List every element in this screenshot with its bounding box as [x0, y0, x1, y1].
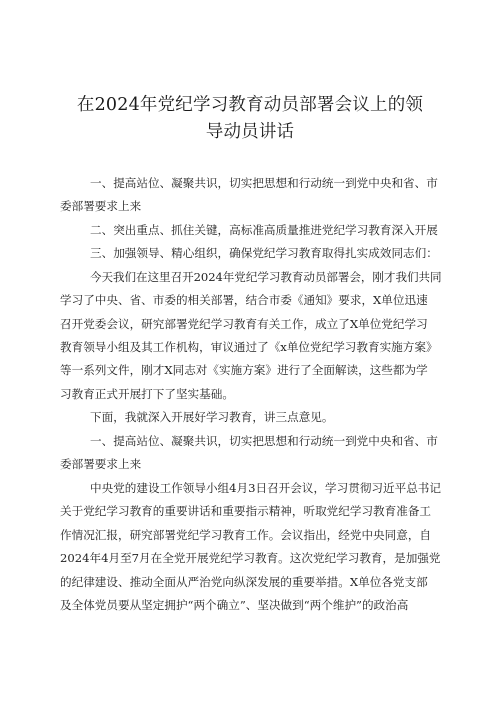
body-line-17: 2024年4月至7月在全党开展党纪学习教育。这次党纪学习教育，是加强党: [60, 551, 441, 565]
body-line-12: 一、提高站位、凝聚共识，切实把思想和行动统一到党中央和省、市: [90, 434, 438, 448]
body-line-15: 关于党纪学习教育的重要讲话和重要指示精神，听取党纪学习教育准备工: [60, 504, 432, 518]
document-title-line-1: 在2024年党纪学习教育动员部署会议上的领: [76, 95, 424, 115]
body-line-9: 等一系列文件，刚才X同志对《实施方案》进行了全面解读，这些都为学: [60, 363, 428, 377]
body-line-5: 今天我们在这里召开2024年党纪学习教育动员部署会，刚才我们共同: [90, 270, 442, 284]
body-line-3: 二、突出重点、抓住关键，高标准高质量推进党纪学习教育深入开展: [90, 223, 438, 237]
body-line-11: 下面，我就深入开展好学习教育，讲三点意见。: [90, 410, 334, 424]
body-line-6: 学习了中央、省、市委的相关部署，结合市委《通知》要求，X单位迅速: [60, 293, 428, 307]
body-line-7: 召开党委会议，研究部署党纪学习教育有关工作，成立了X单位党纪学习: [60, 317, 428, 331]
body-line-16: 作情况汇报，研究部署党纪学习教育工作。会议指出，经党中央同意，自: [60, 528, 432, 542]
body-line-13: 委部署要求上来: [60, 457, 142, 471]
document-title-line-2: 导动员讲话: [205, 122, 295, 142]
body-line-8: 教育领导小组及其工作机构，审议通过了《x单位党纪学习教育实施方案》: [60, 340, 438, 354]
body-line-14: 中央党的建设工作领导小组4月3日召开会议，学习贯彻习近平总书记: [90, 481, 441, 495]
body-line-2: 委部署要求上来: [60, 199, 142, 213]
body-line-10: 习教育正式开展打下了坚实基础。: [60, 387, 234, 401]
body-line-19: 及全体党员要从坚定拥护“两个确立”、坚决做到“两个维护”的政治高: [60, 598, 409, 612]
body-line-18: 的纪律建设、推动全面从严治党向纵深发展的重要举措。X单位各党支部: [60, 575, 428, 589]
body-line-1: 一、提高站位、凝聚共识，切实把思想和行动统一到党中央和省、市: [90, 176, 438, 190]
body-line-4: 三、加强领导、精心组织，确保党纪学习教育取得扎实成效同志们：: [90, 246, 438, 260]
